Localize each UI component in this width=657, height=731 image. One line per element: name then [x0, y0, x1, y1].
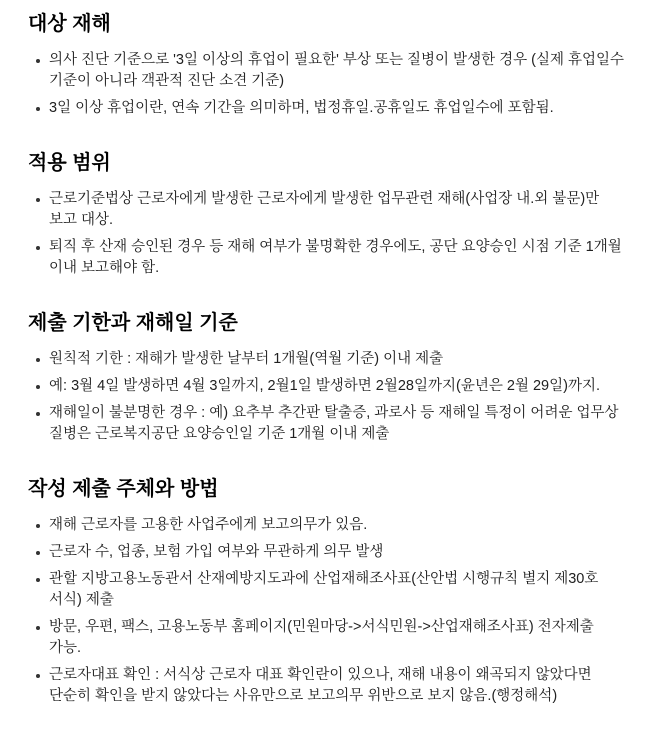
bullet-item: 근로자대표 확인 : 서식상 근로자 대표 확인란이 있으나, 재해 내용이 왜곡되지 않았다면 단순히 확인을 받지 않았다는 사유만으로 보고의무 위반으로 보지 않음.(행정해석)	[36, 665, 629, 707]
section-target-disaster	[28, 12, 629, 119]
section-title: 대상 재해	[28, 13, 111, 35]
bullet-item: 재해 근로자를 고용한 사업주에게 보고의무가 있음.	[36, 515, 629, 536]
bullet-list	[28, 50, 629, 119]
bullet-item: 예: 3월 4일 발생하면 4월 3일까지, 2월1일 발생하면 2월28일까지(윤년은 2월 29일)까지.	[36, 376, 629, 397]
bullet-item: 관할 지방고용노동관서 산재예방지도과에 산업재해조사표(산안법 시행규칙 별지 제30호 서식) 제출	[36, 569, 629, 611]
bullet-list	[28, 515, 629, 707]
section-title: 작성 제출 주체와 방법	[28, 478, 219, 500]
bullet-item: 재해일이 불분명한 경우 : 예) 요추부 추간판 탈출증, 과로사 등 재해일 특정이 어려운 업무상 질병은 근로복지공단 요양승인일 기준 1개월 이내 제출	[36, 403, 629, 445]
bullet-item: 방문, 우편, 팩스, 고용노동부 홈페이지(민원마당->서식민원->산업재해조사표) 전자제출 가능.	[36, 617, 629, 659]
bullet-item: 퇴직 후 산재 승인된 경우 등 재해 여부가 불명확한 경우에도, 공단 요양승인 시점 기준 1개월 이내 보고해야 함.	[36, 237, 629, 279]
bullet-item: 3일 이상 휴업이란, 연속 기간을 의미하며, 법정휴일.공휴일도 휴업일수에 포함됨.	[36, 98, 629, 119]
bullet-item: 근로자 수, 업종, 보험 가입 여부와 무관하게 의무 발생	[36, 542, 629, 563]
bullet-item: 근로기준법상 근로자에게 발생한 근로자에게 발생한 업무관련 재해(사업장 내.외 불문)만 보고 대상.	[36, 189, 629, 231]
section-title: 적용 범위	[28, 152, 111, 174]
bullet-list	[28, 189, 629, 279]
section-title: 제출 기한과 재해일 기준	[28, 312, 238, 334]
section-submission-method	[28, 477, 629, 707]
bullet-item: 의사 진단 기준으로 '3일 이상의 휴업이 필요한' 부상 또는 질병이 발생한 경우 (실제 휴업일수 기준이 아니라 객관적 진단 소견 기준)	[36, 50, 629, 92]
section-application-scope	[28, 151, 629, 279]
bullet-item: 원칙적 기한 : 재해가 발생한 날부터 1개월(역월 기준) 이내 제출	[36, 349, 629, 370]
section-submission-deadline	[28, 311, 629, 445]
bullet-list	[28, 349, 629, 445]
